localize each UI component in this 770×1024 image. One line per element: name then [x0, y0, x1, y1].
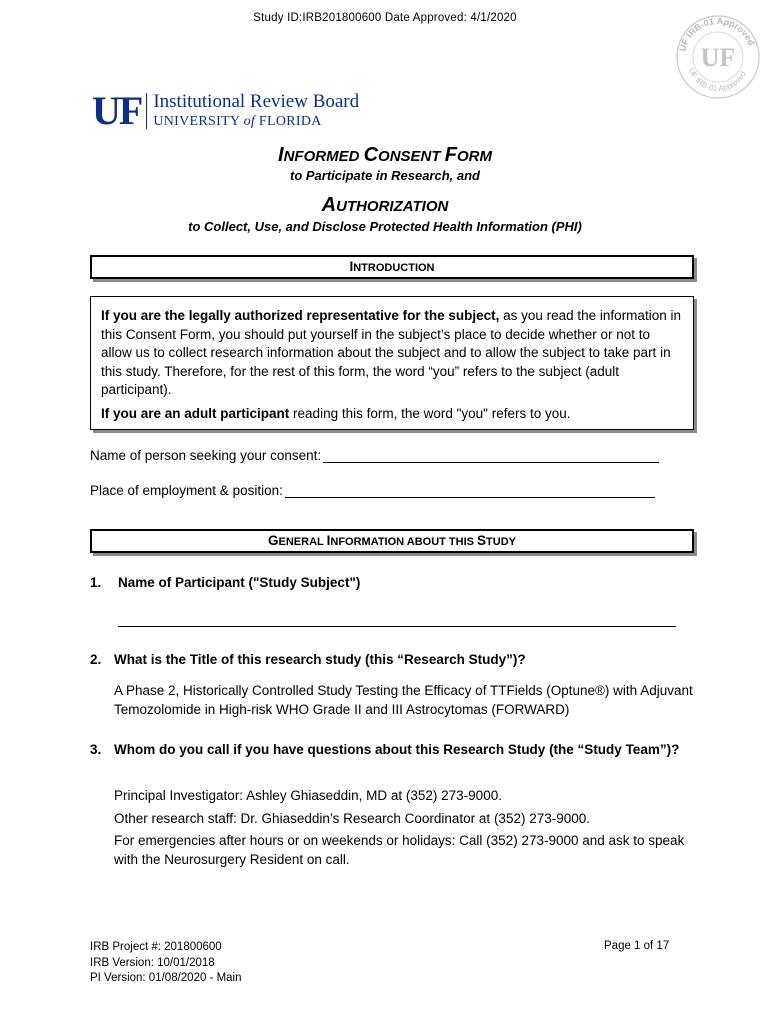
intro-lar-bold: If you are the legally authorized representative for the subject,: [101, 308, 500, 323]
logo-univ-suffix: FLORIDA: [255, 114, 322, 129]
title-cap: I: [278, 144, 284, 166]
consent-person-label: Name of person seeking your consent:: [90, 448, 322, 463]
consent-person-input-line[interactable]: [323, 449, 659, 463]
uf-logo-mark: UF: [92, 88, 142, 133]
employment-field: [90, 483, 655, 498]
footer-irb-project: IRB Project #: 201800600: [90, 941, 222, 953]
section-cap: I: [349, 259, 354, 274]
section-cap: S: [477, 533, 487, 548]
question-number: 3.: [90, 742, 102, 757]
section-rest: TUDY: [486, 536, 516, 548]
section-cap: G: [268, 533, 279, 548]
logo-university: [153, 114, 359, 130]
question-number: 1.: [90, 575, 102, 590]
intro-adult-bold: If you are an adult participant: [101, 405, 290, 421]
study-title-answer: A Phase 2, Historically Controlled Study Testing the Efficacy of TTFields (Optune®) with Adjuvant Temozolomide in High-risk WHO Grade II and III Astrocytomas (FORWARD): [114, 683, 693, 717]
section-header-general-information: [90, 529, 694, 553]
title-cap: F: [444, 144, 457, 166]
question-3: [90, 741, 702, 760]
introduction-box: [90, 296, 694, 430]
logo-univ-of: of: [243, 114, 256, 129]
section-rest: NFORMATION ABOUT THIS: [330, 536, 478, 548]
section-rest: ENERAL: [278, 536, 327, 548]
stamp-ring-bottom: UF IRB-01 Approved: [686, 66, 748, 94]
auth-rest: UTHORIZATION: [336, 198, 449, 215]
study-id-header: Study ID:IRB201800600 Date Approved: 4/1/2020: [253, 12, 517, 24]
footer-pi-version: PI Version: 01/08/2020 - Main: [90, 972, 242, 984]
question-2: [90, 652, 526, 667]
employment-input-line[interactable]: [285, 484, 655, 498]
section-rest: NTRODUCTION: [353, 262, 435, 274]
employment-label: Place of employment & position:: [90, 483, 283, 498]
research-staff-contact: Other research staff: Dr. Ghiaseddin’s Research Coordinator at (352) 273-9000.: [114, 811, 591, 826]
question-number: 2.: [90, 652, 102, 667]
logo-wordmark: [153, 92, 359, 130]
question-text: What is the Title of this research study (this “Research Study”)?: [114, 652, 526, 667]
auth-cap: A: [321, 194, 337, 216]
consent-person-field: [90, 448, 659, 463]
logo-univ-prefix: UNIVERSITY: [153, 114, 244, 129]
participant-name-input-line[interactable]: [118, 626, 676, 627]
intro-paragraph-adult: [101, 405, 683, 424]
stamp-center: UF: [700, 43, 736, 72]
title-rest: ONSENT: [378, 148, 445, 165]
footer-irb-version: IRB Version: 10/01/2018: [90, 956, 215, 969]
question-1: [90, 575, 360, 590]
title-rest: ORM: [456, 148, 492, 165]
document-title: [0, 144, 770, 167]
intro-paragraph-lar: [101, 307, 683, 400]
emergency-contact: For emergencies after hours or on weekends or holidays: Call (352) 273-9000 and ask to speak with the Neurosurgery Resident on call.: [114, 833, 685, 867]
section-header-introduction: [90, 255, 694, 279]
question-text: Name of Participant ("Study Subject"): [118, 575, 361, 590]
intro-lar-text: as you read the information in this Consent Form, you should put yourself in the subject’s place to decide whether or not to allow us to collect research information about the subject and to allow the subject to take part in this study. Therefore, for the rest of this form, the word “you” refers to the subject (adult participant).: [101, 308, 681, 397]
document-subtitle: to Participate in Research, and: [289, 168, 480, 183]
section-cap: I: [326, 533, 331, 548]
logo-irb-name: Institutional Review Board: [153, 91, 360, 112]
logo-divider: [146, 93, 147, 129]
intro-adult-text: reading this form, the word "you" refers to you.: [289, 405, 571, 421]
principal-investigator-contact: Principal Investigator: Ashley Ghiaseddin, MD at (352) 273-9000.: [114, 788, 502, 803]
page-number: Page 1 of 17: [604, 940, 670, 952]
footer-versions: [90, 940, 242, 987]
question-text: Whom do you call if you have questions about this Research Study (the “Study Team”)?: [114, 742, 680, 757]
uf-irb-logo: [92, 88, 360, 133]
title-cap: C: [363, 144, 379, 166]
approval-seal-icon: [675, 14, 761, 100]
irb-approval-stamp: [675, 14, 761, 100]
authorization-subtitle: to Collect, Use, and Disclose Protected Health Information (PHI): [188, 219, 582, 234]
authorization-title: [0, 194, 770, 217]
stamp-ring-top: UF IRB-01 Approved: [677, 15, 757, 53]
title-rest: NFORMED: [283, 148, 364, 165]
